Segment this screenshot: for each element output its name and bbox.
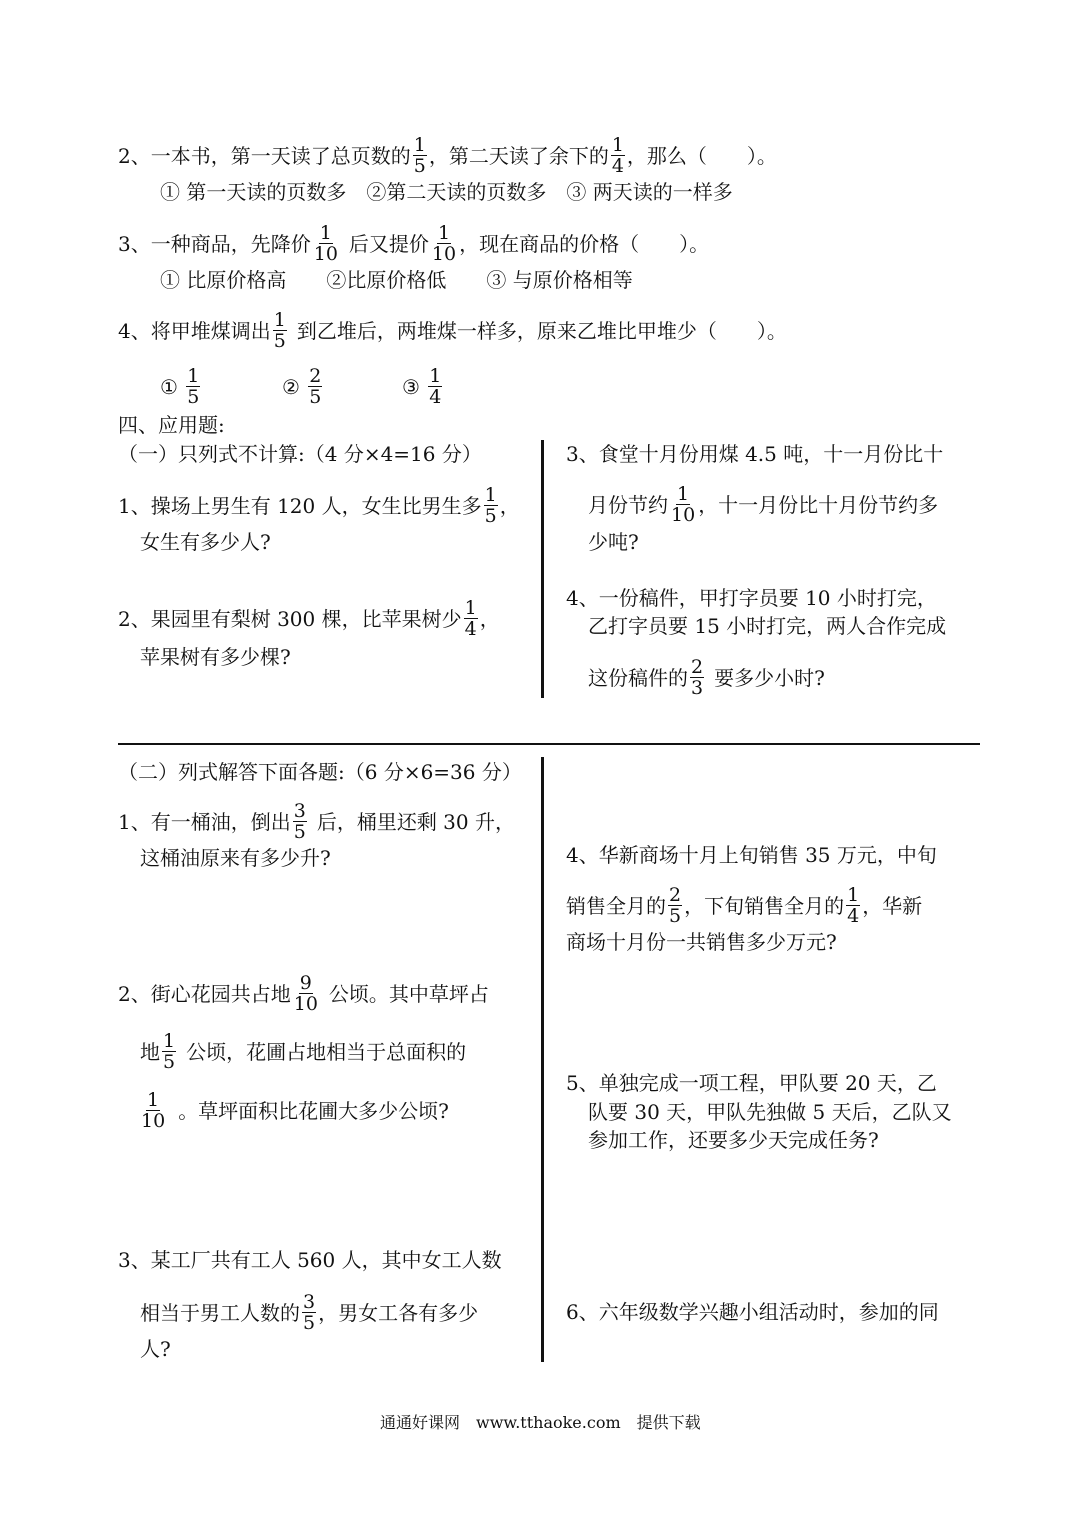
p1-q4-line2: 乙打字员要 15 小时打完，两人合作完成 (588, 614, 947, 638)
q3-text-3: ，现在商品的价格（ ）。 (459, 232, 710, 256)
denominator: 4 (464, 618, 477, 640)
part1-title: （一）只列式不计算:（4 分×4=16 分） (118, 442, 482, 466)
denominator: 5 (187, 386, 200, 408)
option-marker: ③ (402, 375, 420, 399)
text: 相当于男工人数的 (140, 1301, 300, 1325)
numerator: 9 (299, 972, 312, 994)
denominator: 5 (293, 821, 306, 843)
fraction (670, 484, 696, 525)
numerator: 1 (464, 597, 477, 619)
q4-line (118, 309, 787, 353)
numerator: 1 (437, 222, 451, 244)
denominator: 5 (163, 1051, 176, 1073)
page-footer: 通通好课网 www.tthaoke.com 提供下载 (380, 1413, 701, 1432)
text: ，华新 (862, 894, 923, 918)
text: 这份稿件的 (588, 666, 688, 690)
denominator: 10 (141, 1110, 166, 1132)
text: 公顷，花圃占地相当于总面积的 (186, 1040, 467, 1064)
p2-q5-line2: 队要 30 天，甲队先独做 5 天后，乙队又 (588, 1100, 952, 1124)
numerator: 2 (669, 884, 682, 906)
p2-q6-line1: 6、六年级数学兴趣小组活动时，参加的同 (566, 1300, 939, 1324)
text: 要多少小时? (714, 666, 825, 690)
section-divider (118, 743, 980, 745)
p2-q3-line1: 3、某工厂共有工人 560 人，其中女工人数 (118, 1248, 502, 1272)
denominator: 4 (847, 905, 860, 927)
numerator: 2 (309, 365, 322, 387)
numerator: 3 (303, 1291, 316, 1313)
p1-q2-line2: 苹果树有多少棵? (140, 645, 291, 669)
text: 公顷。其中草坪占 (328, 982, 489, 1006)
fraction (308, 366, 322, 407)
text: 1、操场上男生有 120 人，女生比男生多 (118, 494, 482, 518)
fraction (273, 310, 287, 351)
numerator: 1 (677, 483, 690, 505)
numerator: 1 (484, 484, 497, 506)
numerator: 1 (273, 309, 286, 331)
fraction (313, 223, 339, 264)
q3-text-1: 3、一种商品，先降价 (118, 232, 311, 256)
fraction (140, 1090, 166, 1131)
p1-q3-line2 (588, 483, 939, 527)
q2-options: ① 第一天读的页数多 ②第二天读的页数多 ③ 两天读的一样多 (160, 180, 733, 204)
text: 2、果园里有梨树 300 棵，比苹果树少 (118, 607, 462, 631)
numerator: 3 (293, 800, 306, 822)
p2-q1-line2: 这桶油原来有多少升? (140, 846, 331, 870)
denominator: 5 (413, 155, 426, 177)
fraction (162, 1031, 176, 1072)
p1-q4-line1: 4、一份稿件，甲打字员要 10 小时打完， (566, 586, 937, 610)
fraction (186, 366, 200, 407)
p1-q1-line2: 女生有多少人? (140, 530, 271, 554)
q2-text-1: 2、一本书，第一天读了总页数的 (118, 144, 411, 168)
denominator: 5 (273, 330, 286, 352)
p1-q4-line3 (588, 656, 825, 700)
p2-q3-line2 (140, 1291, 479, 1335)
q4-option-2 (282, 365, 324, 409)
q2-text-2: ，第二天读了余下的 (428, 144, 609, 168)
denominator: 5 (309, 386, 322, 408)
numerator: 1 (429, 365, 442, 387)
denominator: 4 (611, 155, 624, 177)
text: 月份节约 (588, 493, 668, 517)
text: ，下旬销售全月的 (684, 894, 845, 918)
text: 2、街心花园共占地 (118, 982, 291, 1006)
p2-q4-line1: 4、华新商场十月上旬销售 35 万元，中旬 (566, 843, 937, 867)
numerator: 1 (163, 1030, 176, 1052)
part2-title: （二）列式解答下面各题:（6 分×6=36 分） (118, 760, 522, 784)
text: 。草坪面积比花圃大多少公顷? (178, 1099, 449, 1123)
text: ，男女工各有多少 (318, 1301, 479, 1325)
fraction (431, 223, 457, 264)
fraction (293, 801, 307, 842)
fraction (464, 598, 478, 639)
denominator: 10 (313, 243, 338, 265)
p2-q2-line2 (140, 1030, 467, 1074)
p2-q4-line3: 商场十月份一共销售多少万元? (566, 930, 837, 954)
column-divider (541, 757, 544, 1362)
numerator: 1 (147, 1089, 160, 1111)
numerator: 1 (847, 884, 860, 906)
text: 1、有一桶油，倒出 (118, 810, 291, 834)
fraction (846, 885, 860, 926)
fraction (690, 657, 704, 698)
numerator: 1 (611, 134, 624, 156)
p1-q1-line1 (118, 484, 520, 528)
fraction (484, 485, 498, 526)
column-divider (541, 440, 544, 698)
p1-q3-line1: 3、食堂十月份用煤 4.5 吨，十一月份比十 (566, 442, 944, 466)
text: ， (479, 607, 500, 631)
fraction (668, 885, 682, 926)
numerator: 2 (691, 656, 704, 678)
denominator: 5 (484, 505, 497, 527)
denominator: 10 (671, 504, 696, 526)
p2-q2-line1 (118, 972, 489, 1016)
fraction (413, 135, 427, 176)
text: 地 (140, 1040, 160, 1064)
section-title: 四、应用题: (118, 413, 225, 437)
denominator: 5 (669, 905, 682, 927)
q4-text-1: 4、将甲堆煤调出 (118, 319, 271, 343)
p2-q4-line2 (566, 884, 923, 928)
numerator: 1 (187, 365, 200, 387)
numerator: 1 (319, 222, 332, 244)
q2-text-3: ，那么（ ）。 (626, 144, 777, 168)
p1-q2-line1 (118, 597, 500, 641)
q3-text-2: 后又提价 (348, 232, 429, 256)
p2-q1-line1 (118, 800, 515, 844)
q3-options: ① 比原价格高 ②比原价格低 ③ 与原价格相等 (160, 268, 633, 292)
denominator: 4 (429, 386, 442, 408)
p2-q5-line3: 参加工作，还要多少天完成任务? (588, 1128, 879, 1152)
denominator: 3 (691, 677, 704, 699)
q2-line (118, 134, 777, 178)
q3-line (118, 222, 710, 266)
q4-option-3 (402, 365, 444, 409)
fraction (302, 1292, 316, 1333)
p2-q3-line3: 人? (140, 1337, 171, 1361)
fraction (293, 973, 319, 1014)
option-marker: ② (282, 375, 300, 399)
text: 销售全月的 (566, 894, 666, 918)
p2-q2-line3 (138, 1089, 449, 1133)
text: ，十一月份比十月份节约多 (698, 493, 939, 517)
fraction (611, 135, 625, 176)
text: 后，桶里还剩 30 升， (316, 810, 515, 834)
option-marker: ① (160, 375, 178, 399)
q4-option-1 (160, 365, 202, 409)
fraction (428, 366, 442, 407)
denominator: 5 (303, 1312, 316, 1334)
p2-q5-line1: 5、单独完成一项工程，甲队要 20 天，乙 (566, 1071, 937, 1095)
denominator: 10 (293, 993, 318, 1015)
p1-q3-line3: 少吨? (588, 530, 639, 554)
numerator: 1 (413, 134, 426, 156)
denominator: 10 (431, 243, 457, 265)
text: ， (499, 494, 520, 518)
q4-text-2: 到乙堆后，两堆煤一样多，原来乙堆比甲堆少（ ）。 (296, 319, 787, 343)
